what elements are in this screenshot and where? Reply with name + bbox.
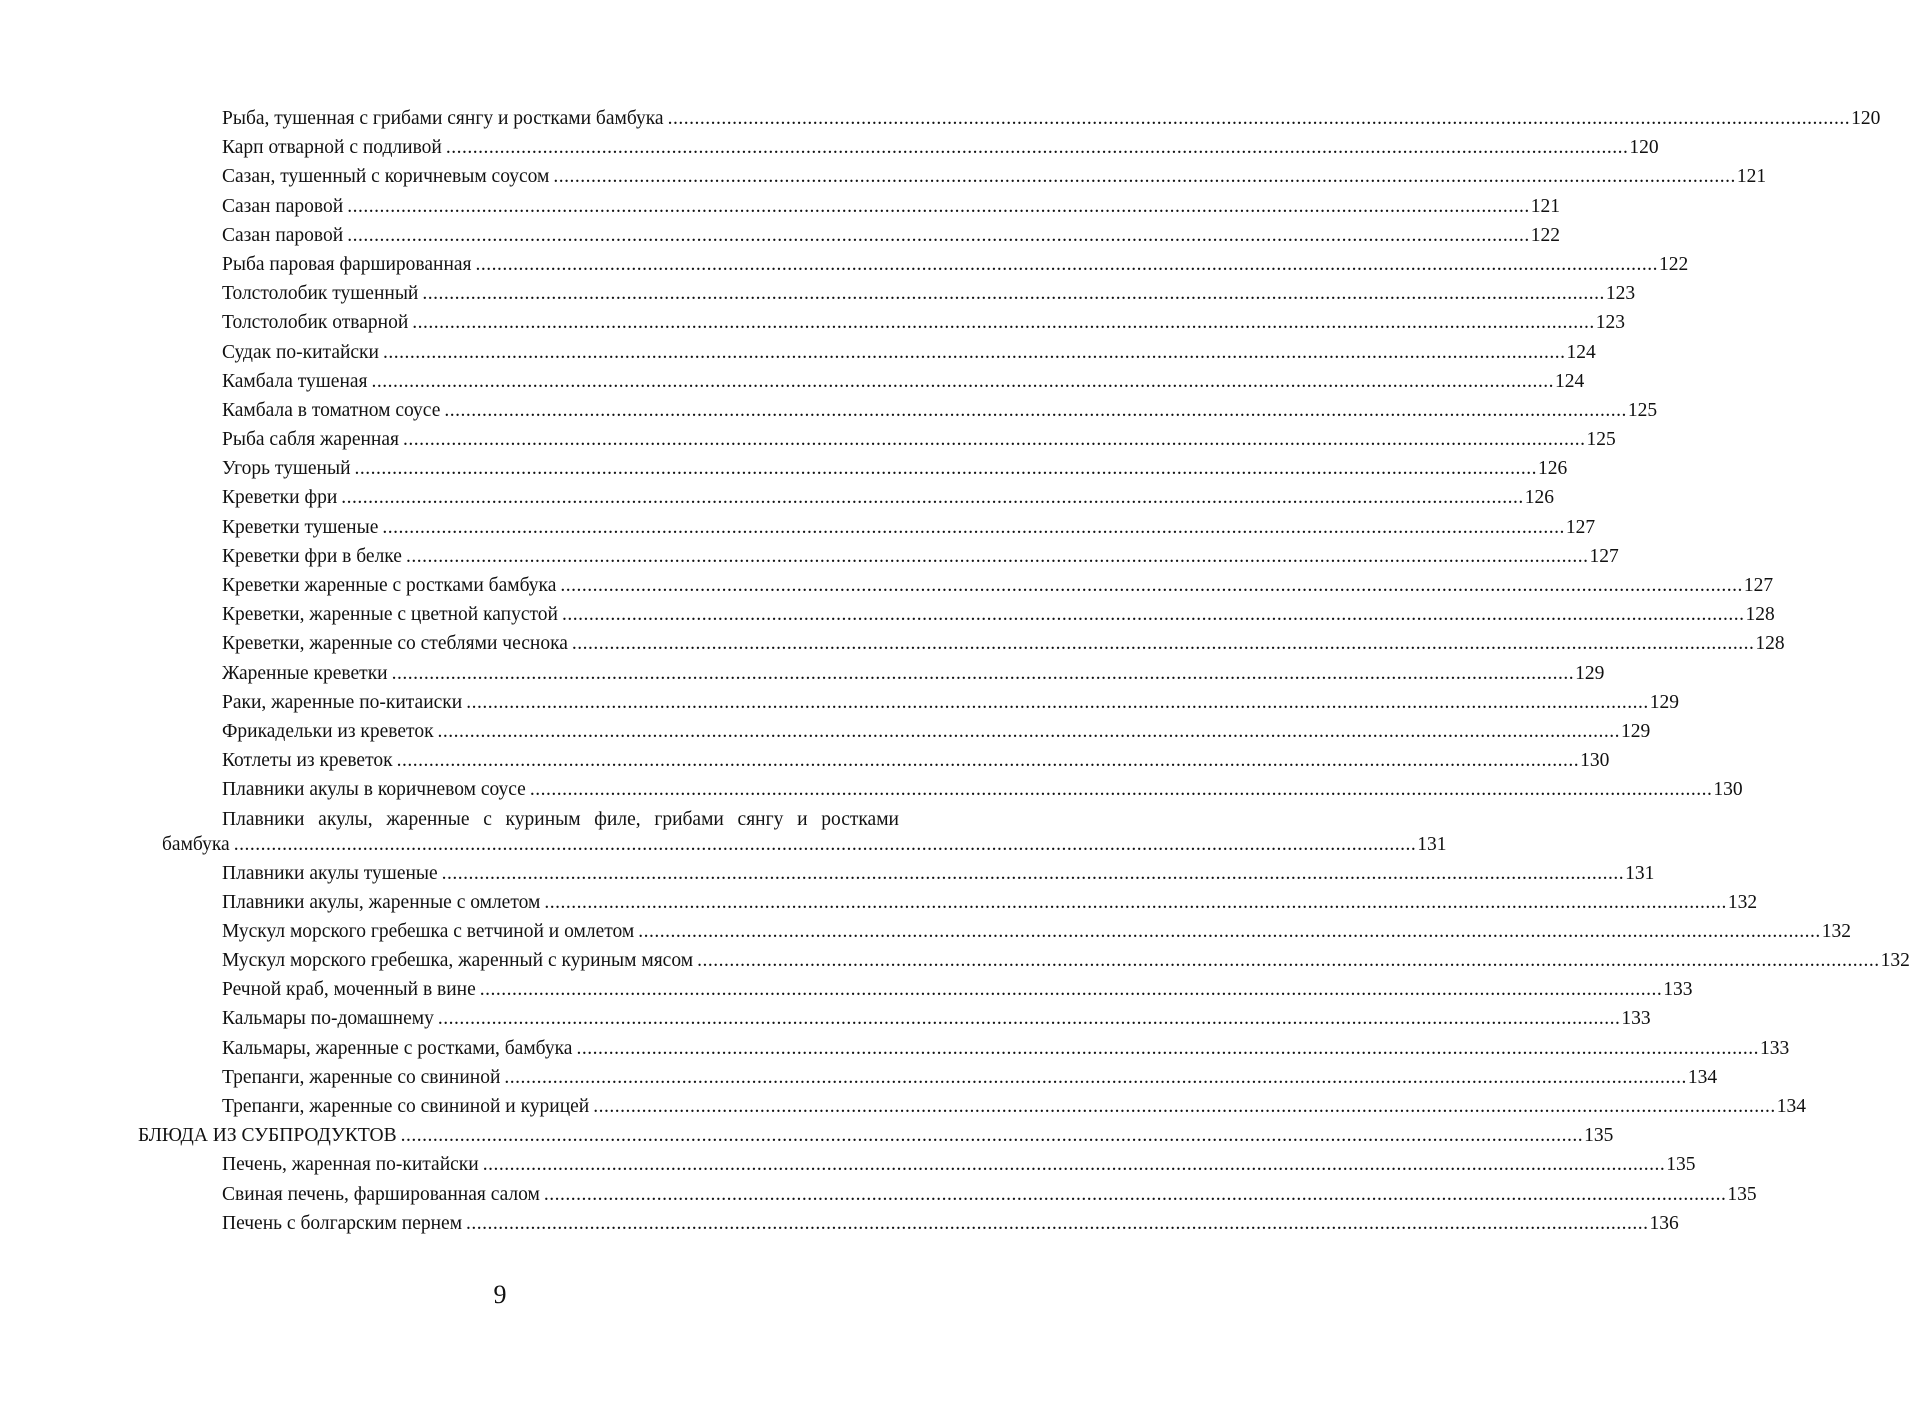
toc-entry-title: Сазан, тушенный с коричневым соусом xyxy=(222,166,550,188)
toc-entry-page: 129 xyxy=(1575,662,1605,684)
dot-leader: ............................................................................................................................................................................................................................ xyxy=(475,253,1659,275)
toc-entry-title: Камбала в томатном соусе xyxy=(222,399,441,421)
toc-entry xyxy=(0,367,1585,396)
toc-entry-page: 135 xyxy=(1666,1154,1696,1176)
toc-entry xyxy=(0,1034,1790,1063)
toc-entry xyxy=(0,338,1596,367)
toc-entry xyxy=(0,308,1626,337)
toc-entry xyxy=(0,221,1560,250)
toc-entry-page: 133 xyxy=(1759,1037,1790,1059)
toc-entry-page: 129 xyxy=(1621,720,1651,742)
toc-entry xyxy=(0,571,1774,600)
toc-entry xyxy=(0,396,1658,425)
toc-entry xyxy=(0,629,1785,658)
toc-entry xyxy=(0,946,1910,975)
toc-entry-page: 130 xyxy=(1580,750,1610,772)
toc-entry-title: Креветки тушеные xyxy=(222,516,379,538)
toc-entry-page: 120 xyxy=(1851,108,1881,129)
toc-entry xyxy=(0,888,1758,917)
toc-entry-title: Мускул морского гребешка, жаренный с куриным мясом xyxy=(222,950,694,972)
dot-leader: ............................................................................................................................................................................................................................ xyxy=(445,137,1629,159)
toc-entry-title: Плавники акулы в коричневом соусе xyxy=(222,779,526,801)
toc-entry xyxy=(0,1063,1718,1092)
toc-entry-page: 124 xyxy=(1555,370,1585,392)
toc-entry-wrapped xyxy=(0,805,1447,859)
toc-entry-title: Речной краб, моченный в вине xyxy=(222,979,476,1001)
toc-entry-title: Мускул морского гребешка с ветчиной и омлетом xyxy=(222,920,635,942)
toc-entry xyxy=(0,917,1851,946)
toc-entry-page: 126 xyxy=(1538,458,1568,480)
toc-entry xyxy=(0,1004,1651,1033)
toc-entry xyxy=(0,975,1693,1004)
toc-entry-page: 120 xyxy=(1629,137,1659,159)
toc-entry-page: 136 xyxy=(1649,1212,1679,1234)
toc-entry-title: Угорь тушеный xyxy=(222,458,351,480)
page-number: 9 xyxy=(493,1280,507,1309)
toc-entry-title: Котлеты из креветок xyxy=(222,750,393,772)
dot-leader: ............................................................................................................................................................................................................................ xyxy=(593,1096,1776,1117)
toc-entry-page: 122 xyxy=(1659,253,1689,275)
toc-entry-page: 123 xyxy=(1595,312,1626,334)
toc-entry xyxy=(0,133,1659,162)
toc-entry xyxy=(0,717,1651,746)
toc-entry xyxy=(0,104,1881,133)
toc-entry-page: 126 xyxy=(1524,487,1555,509)
dot-leader: ............................................................................................................................................................................................................................ xyxy=(347,224,1530,246)
dot-leader: ............................................................................................................................................................................................................................ xyxy=(466,691,1649,713)
dot-leader: ............................................................................................................................................................................................................................ xyxy=(382,516,1565,538)
toc-entry-title: Креветки, жаренные с цветной капустой xyxy=(222,604,558,626)
dot-leader: ............................................................................................................................................................................................................................ xyxy=(466,1212,1649,1234)
toc-entry-title: Трепанги, жаренные со свининой xyxy=(222,1066,501,1088)
toc-entry xyxy=(0,775,1743,804)
dot-leader: ............................................................................................................................................................................................................................ xyxy=(571,633,1755,655)
toc-entry xyxy=(0,513,1596,542)
dot-leader: ............................................................................................................................................................................................................................ xyxy=(441,862,1625,884)
toc-entry-title: Креветки, жаренные со стеблями чеснока xyxy=(222,633,568,655)
toc-entry-title: Креветки жаренные с ростками бамбука xyxy=(222,575,557,596)
toc-entry-page: 121 xyxy=(1736,166,1767,188)
toc-entry-page: 129 xyxy=(1649,691,1679,713)
toc-entry xyxy=(0,250,1689,279)
toc-entry-title: Карп отварной с подливой xyxy=(222,137,442,159)
dot-leader: ............................................................................................................................................................................................................................ xyxy=(444,399,1627,421)
toc-entry-title: Печень, жаренная по-китайски xyxy=(222,1154,479,1176)
toc-entry xyxy=(0,192,1560,221)
toc-entry-title: Плавники акулы, жаренные с омлетом xyxy=(222,891,541,913)
toc-entry xyxy=(0,483,1555,512)
toc-entry-title: Жаренные креветки xyxy=(222,662,388,684)
dot-leader: ............................................................................................................................................................................................................................ xyxy=(400,1125,1584,1147)
toc-entry-title: Судак по-китайски xyxy=(222,341,379,363)
dot-leader: ............................................................................................................................................................................................................................ xyxy=(403,429,1586,451)
toc-entry-page: 123 xyxy=(1605,283,1636,305)
dot-leader: ............................................................................................................................................................................................................................ xyxy=(382,341,1566,363)
dot-leader: ............................................................................................................................................................................................................................ xyxy=(553,166,1736,188)
dot-leader: ............................................................................................................................................................................................................................ xyxy=(576,1037,1759,1059)
toc-entry xyxy=(0,162,1767,191)
toc-entry-page: 122 xyxy=(1530,224,1560,246)
toc-entry xyxy=(0,279,1636,308)
toc-entry-page: 121 xyxy=(1530,195,1560,217)
dot-leader: ............................................................................................................................................................................................................................ xyxy=(396,750,1580,772)
dot-leader: ............................................................................................................................................................................................................................ xyxy=(422,283,1605,305)
table-of-contents xyxy=(0,104,1910,1238)
toc-entry-page: 133 xyxy=(1621,1008,1651,1030)
toc-entry-page: 133 xyxy=(1663,979,1693,1001)
toc-entry-page: 125 xyxy=(1586,429,1616,451)
toc-section-entry xyxy=(0,1121,1614,1150)
toc-entry xyxy=(0,542,1619,571)
dot-leader: ............................................................................................................................................................................................................................ xyxy=(482,1154,1666,1176)
dot-leader: ............................................................................................................................................................................................................................ xyxy=(638,920,1821,942)
dot-leader: ............................................................................................................................................................................................................................ xyxy=(560,575,1743,596)
toc-entry-page: 131 xyxy=(1625,862,1655,884)
toc-entry-page: 134 xyxy=(1776,1096,1806,1117)
dot-leader: ............................................................................................................................................................................................................................ xyxy=(341,487,1524,509)
toc-entry xyxy=(0,600,1775,629)
toc-entry-page: 132 xyxy=(1821,920,1851,942)
dot-leader: ............................................................................................................................................................................................................................ xyxy=(437,720,1621,742)
toc-entry-title: Рыба сабля жаренная xyxy=(222,429,399,451)
toc-entry-title: Кальмары по-домашнему xyxy=(222,1008,434,1030)
dot-leader: ............................................................................................................................................................................................................................ xyxy=(405,545,1589,567)
dot-leader: ............................................................................................................................................................................................................................ xyxy=(233,833,1417,855)
toc-entry-title: Трепанги, жаренные со свининой и курицей xyxy=(222,1096,590,1117)
toc-entry-page: 128 xyxy=(1745,604,1775,626)
toc-entry-page: 127 xyxy=(1589,545,1619,567)
toc-entry-page: 131 xyxy=(1417,833,1447,855)
toc-entry-title: Кальмары, жаренные с ростками, бамбука xyxy=(222,1037,573,1059)
toc-entry-title: Креветки фри в белке xyxy=(222,545,402,567)
dot-leader: ............................................................................................................................................................................................................................ xyxy=(561,604,1745,626)
toc-entry-page: 128 xyxy=(1755,633,1785,655)
toc-entry-title: Креветки фри xyxy=(222,487,338,509)
toc-entry xyxy=(0,659,1605,688)
toc-entry-title: Фрикадельки из креветок xyxy=(222,720,434,742)
dot-leader: ............................................................................................................................................................................................................................ xyxy=(667,108,1851,129)
toc-section-title: БЛЮДА ИЗ СУБПРОДУКТОВ xyxy=(138,1125,397,1147)
dot-leader: ............................................................................................................................................................................................................................ xyxy=(391,662,1575,684)
toc-entry-page: 130 xyxy=(1713,779,1743,801)
toc-entry-title: Рыба паровая фаршированная xyxy=(222,253,472,275)
toc-entry-page: 135 xyxy=(1727,1183,1757,1205)
toc-entry-title: Рыба, тушенная с грибами сянгу и ростками бамбука xyxy=(222,108,664,129)
dot-leader: ............................................................................................................................................................................................................................ xyxy=(504,1066,1687,1088)
toc-entry-title: Свиная печень, фаршированная салом xyxy=(222,1183,540,1205)
dot-leader: ............................................................................................................................................................................................................................ xyxy=(437,1008,1621,1030)
toc-entry-page: 124 xyxy=(1566,341,1596,363)
toc-entry-page: 134 xyxy=(1687,1066,1718,1088)
dot-leader: ............................................................................................................................................................................................................................ xyxy=(543,1183,1727,1205)
toc-entry-page: 132 xyxy=(1727,891,1758,913)
toc-entry-title: Сазан паровой xyxy=(222,224,344,246)
toc-entry xyxy=(0,1209,1679,1238)
toc-entry-page: 125 xyxy=(1627,399,1658,421)
dot-leader: ............................................................................................................................................................................................................................ xyxy=(697,950,1880,972)
toc-entry-page: 127 xyxy=(1743,575,1774,596)
dot-leader: ............................................................................................................................................................................................................................ xyxy=(412,312,1595,334)
toc-entry-title: Толстолобик отварной xyxy=(222,312,409,334)
toc-entry xyxy=(0,425,1616,454)
toc-entry-title: Камбала тушеная xyxy=(222,370,368,392)
toc-entry xyxy=(0,746,1610,775)
toc-entry xyxy=(0,859,1655,888)
toc-entry-title-line1: Плавники акулы, жаренные с куриным филе, грибами сянгу и ростками xyxy=(222,808,899,830)
toc-entry-page: 132 xyxy=(1880,950,1910,972)
toc-entry-page: 135 xyxy=(1584,1125,1614,1147)
dot-leader: ............................................................................................................................................................................................................................ xyxy=(544,891,1727,913)
toc-entry-title: Плавники акулы тушеные xyxy=(222,862,438,884)
dot-leader: ............................................................................................................................................................................................................................ xyxy=(479,979,1663,1001)
toc-entry xyxy=(0,688,1679,717)
toc-entry-title: Сазан паровой xyxy=(222,195,344,217)
toc-entry-page: 127 xyxy=(1565,516,1596,538)
toc-entry-title: Раки, жаренные по-китаиски xyxy=(222,691,463,713)
dot-leader: ............................................................................................................................................................................................................................ xyxy=(371,370,1554,392)
dot-leader: ............................................................................................................................................................................................................................ xyxy=(529,779,1713,801)
toc-entry xyxy=(0,1150,1696,1179)
toc-entry xyxy=(0,1180,1757,1209)
dot-leader: ............................................................................................................................................................................................................................ xyxy=(347,195,1530,217)
toc-entry xyxy=(0,1092,1806,1121)
toc-entry-title: Толстолобик тушенный xyxy=(222,283,419,305)
toc-entry-title-line2: бамбука xyxy=(162,833,230,855)
toc-entry xyxy=(0,454,1568,483)
dot-leader: ............................................................................................................................................................................................................................ xyxy=(354,458,1538,480)
toc-entry-title: Печень с болгарским пернем xyxy=(222,1212,463,1234)
